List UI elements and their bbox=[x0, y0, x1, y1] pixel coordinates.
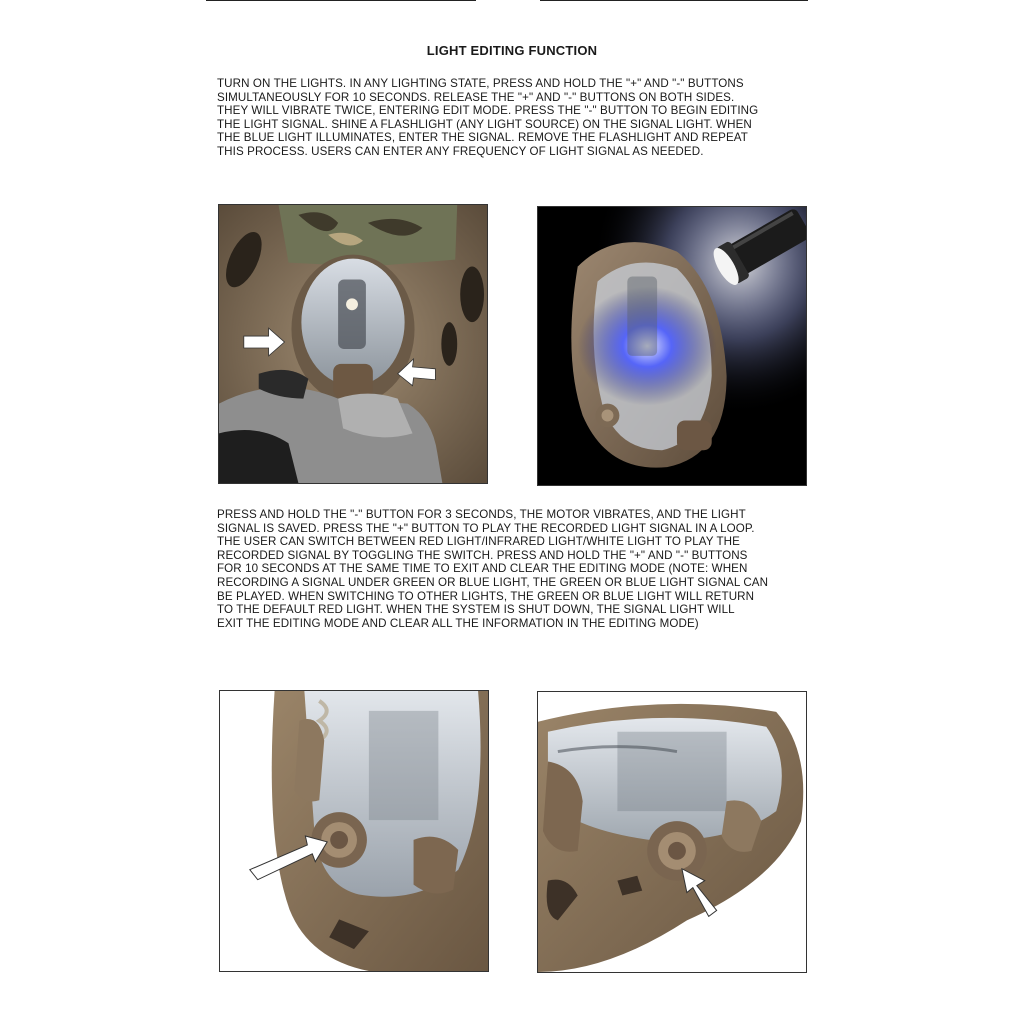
photo-flashlight-blue-signal bbox=[537, 206, 807, 486]
photo-helmet-buttons bbox=[218, 204, 488, 484]
photo-plus-button-closeup bbox=[537, 691, 807, 973]
photo-minus-button-closeup bbox=[219, 690, 489, 972]
instruction-paragraph-save-signal: PRESS AND HOLD THE "-" BUTTON FOR 3 SECONDS, THE MOTOR VIBRATES, AND THE LIGHT SIGNAL IS SAVED. PRESS THE "+" BUTTON TO PLAY THE RECORDED LIGHT SIGNAL IN A LOOP. THE USER CAN SWITCH BETWEEN RED LIGHT/INFRARED LIGHT/WHITE LIGHT TO PLAY THE RECORDED SIGNAL BY TOGGLING THE SWITCH. PRESS AND HOLD THE "+" AND "-" BUTTONS FOR 10 SECONDS AT THE SAME TIME TO EXIT AND CLEAR THE EDITING MODE (NOTE: WHEN RECORDING A SIGNAL UNDER GREEN OR BLUE LIGHT, THE GREEN OR BLUE LIGHT SIGNAL CAN BE PLAYED. WHEN SWITCHING TO OTHER LIGHTS, THE GREEN OR BLUE LIGHT WILL RETURN TO THE DEFAULT RED LIGHT. WHEN THE SYSTEM IS SHUT DOWN, THE SIGNAL LIGHT WILL EXIT THE EDITING MODE AND CLEAR ALL THE INFORMATION IN THE EDITING MODE) bbox=[217, 508, 769, 630]
instruction-paragraph-edit-mode: TURN ON THE LIGHTS. IN ANY LIGHTING STATE, PRESS AND HOLD THE "+" AND "-" BUTTONS SIMULTANEOUSLY FOR 10 SECONDS. RELEASE THE "+" AND "-" BUTTONS ON BOTH SIDES. THEY WILL VIBRATE TWICE, ENTERING EDIT MODE. PRESS THE "-" BUTTON TO BEGIN EDITING THE LIGHT SIGNAL. SHINE A FLASHLIGHT (ANY LIGHT SOURCE) ON THE SIGNAL LIGHT. WHEN THE BLUE LIGHT ILLUMINATES, ENTER THE SIGNAL. REMOVE THE FLASHLIGHT AND REPEAT THIS PROCESS. USERS CAN ENTER ANY FREQUENCY OF LIGHT SIGNAL AS NEEDED. bbox=[217, 77, 759, 158]
top-divider-right bbox=[540, 0, 808, 1]
section-title: LIGHT EDITING FUNCTION bbox=[426, 43, 598, 58]
top-divider-left bbox=[206, 0, 476, 1]
